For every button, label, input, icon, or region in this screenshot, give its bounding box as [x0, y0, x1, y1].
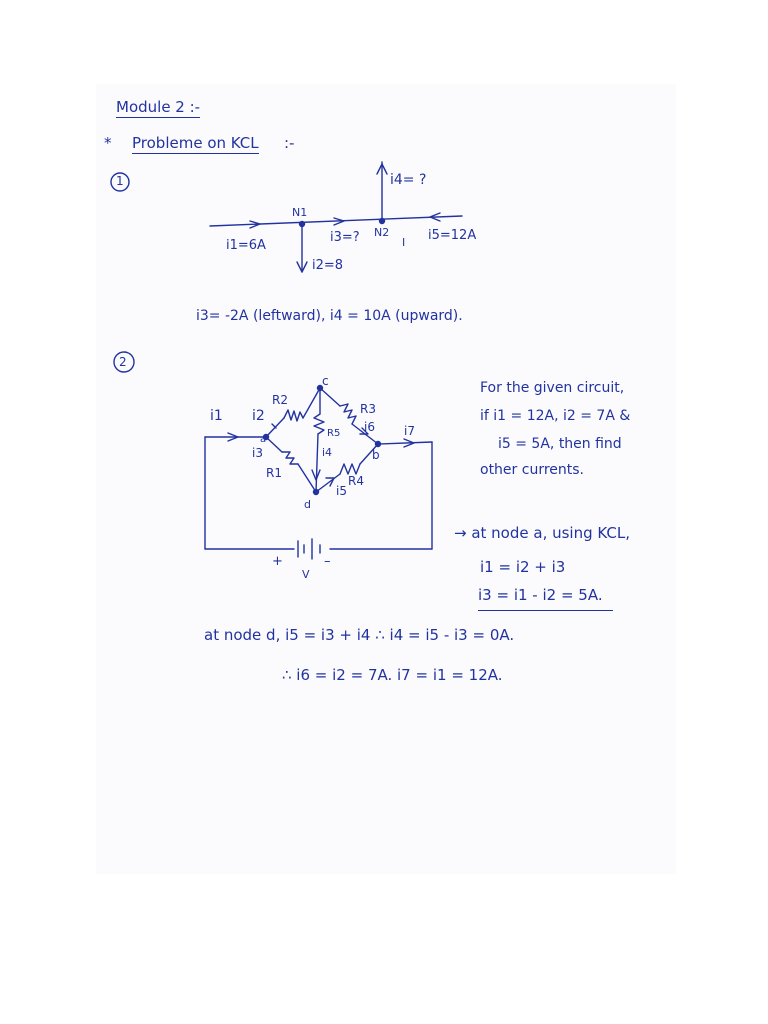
label-r5: R5: [327, 428, 341, 439]
label-circ-i6: i6: [364, 420, 375, 434]
label-circ-i5: i5: [336, 484, 347, 498]
statement-line-2: if i1 = 12A, i2 = 7A &: [480, 408, 631, 424]
label-n2: N2: [374, 226, 390, 239]
label-r2: R2: [272, 393, 288, 407]
label-i3: i3=?: [330, 230, 360, 245]
label-circ-i7: i7: [404, 424, 415, 438]
topic-suffix: :-: [284, 134, 295, 152]
label-circ-i1: i1: [210, 408, 223, 424]
problem-2-number: 2: [119, 355, 127, 369]
problem-1-number: 1: [116, 174, 124, 188]
label-circ-i4: i4: [322, 446, 333, 459]
solution-line-3: i3 = i1 - i2 = 5A.: [478, 586, 613, 611]
label-i5: i5=12A: [428, 228, 477, 243]
label-circ-i3: i3: [252, 446, 263, 460]
bullet-star: *: [104, 134, 112, 152]
label-i2: i2=8: [312, 258, 344, 273]
module-heading: Module 2 :-: [116, 98, 201, 116]
solution-line-5: ∴ i6 = i2 = 7A. i7 = i1 = 12A.: [282, 666, 503, 684]
label-n1: N1: [292, 206, 308, 219]
battery-minus: –: [324, 554, 331, 569]
solution-line-4: at node d, i5 = i3 + i4 ∴ i4 = i5 - i3 = 0A.: [204, 626, 515, 644]
problem-1-answer: i3= -2A (leftward), i4 = 10A (upward).: [196, 308, 463, 324]
label-circ-i2: i2: [252, 408, 265, 424]
battery-v: V: [302, 568, 310, 581]
label-r3: R3: [360, 402, 376, 416]
label-r4: R4: [348, 474, 364, 488]
label-i1: i1=6A: [226, 238, 266, 253]
solution-line-2: i1 = i2 + i3: [480, 558, 566, 576]
topic-heading: Probleme on KCL: [132, 134, 259, 152]
stray-mark: I: [402, 236, 406, 249]
label-i4: i4= ?: [390, 172, 427, 188]
solution-line-1: → at node a, using KCL,: [454, 524, 631, 542]
node-c: c: [322, 374, 329, 388]
node-a: a: [260, 434, 267, 445]
node-d: d: [304, 498, 311, 511]
battery-plus: +: [272, 554, 283, 569]
label-r1: R1: [266, 466, 282, 480]
statement-line-4: other currents.: [480, 462, 584, 478]
statement-line-3: i5 = 5A, then find: [498, 436, 622, 452]
statement-line-1: For the given circuit,: [480, 380, 625, 396]
node-b: b: [372, 448, 380, 462]
